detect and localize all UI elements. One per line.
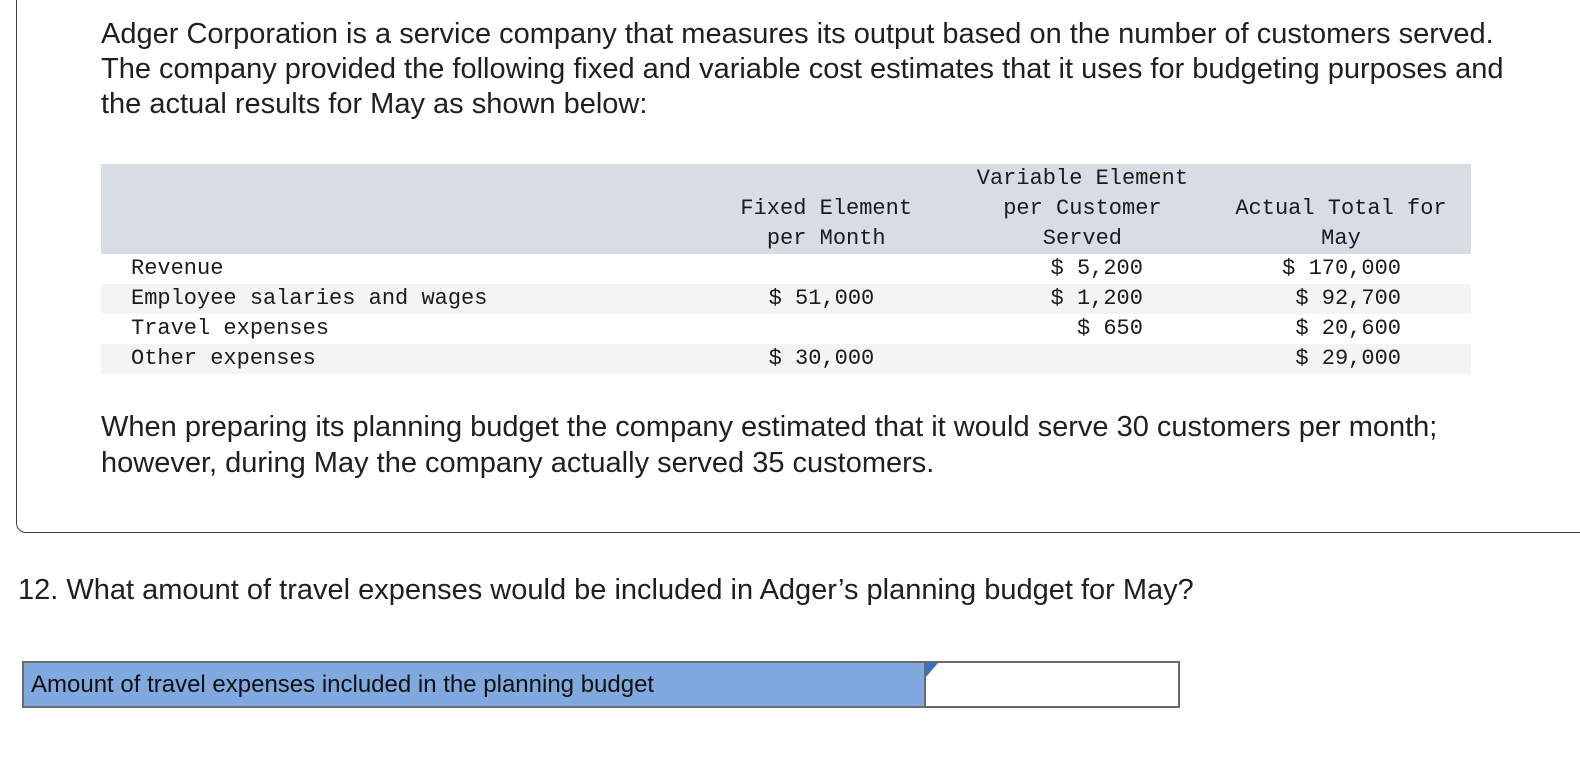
table-header-row — [101, 164, 1471, 254]
header-fixed-text: Fixed Element per Month — [740, 196, 913, 251]
intro-paragraph: Adger Corporation is a service company that measures its output based on the number of customers served. The company provided the following fixed and variable cost estimates that it uses for budgeting purposes and the actual results for May as shown below: — [101, 18, 1504, 120]
row-variable-value — [954, 344, 1211, 374]
row-actual-value: $ 29,000 — [1211, 344, 1471, 374]
answer-row — [22, 661, 1180, 708]
row-fixed-value — [699, 254, 954, 284]
question-text: 12. What amount of travel expenses would be included in Adger’s planning budget for May? — [18, 574, 1194, 606]
header-variable-text: Variable Element per Customer Served — [976, 166, 1189, 251]
row-variable-value: $ 5,200 — [954, 254, 1211, 284]
row-label: Other expenses — [101, 344, 699, 374]
header-actual-text: Actual Total for May — [1235, 196, 1447, 251]
answer-label: Amount of travel expenses included in the planning budget — [24, 663, 926, 706]
planning-note: When preparing its planning budget the company estimated that it would serve 30 customers per month; however, during May the company actually served 35 customers. — [101, 411, 1438, 479]
table-row — [101, 314, 1471, 344]
row-fixed-value — [699, 314, 954, 344]
header-actual-total — [1211, 164, 1471, 254]
row-fixed-value: $ 51,000 — [699, 284, 954, 314]
travel-expenses-answer-input[interactable] — [926, 663, 1178, 706]
row-variable-value: $ 1,200 — [954, 284, 1211, 314]
row-label: Employee salaries and wages — [101, 284, 699, 314]
row-label: Travel expenses — [101, 314, 699, 344]
header-label — [101, 164, 699, 254]
row-fixed-value: $ 30,000 — [699, 344, 954, 374]
row-actual-value: $ 92,700 — [1211, 284, 1471, 314]
cost-estimates-table — [101, 164, 1471, 374]
table-row — [101, 344, 1471, 374]
header-variable-element — [954, 164, 1211, 254]
table-row — [101, 254, 1471, 284]
answer-input-wrapper — [926, 663, 1178, 706]
row-variable-value: $ 650 — [954, 314, 1211, 344]
row-label: Revenue — [101, 254, 699, 284]
table-row — [101, 284, 1471, 314]
header-fixed-element — [699, 164, 954, 254]
input-marker-icon — [926, 663, 938, 677]
row-actual-value: $ 170,000 — [1211, 254, 1471, 284]
row-actual-value: $ 20,600 — [1211, 314, 1471, 344]
